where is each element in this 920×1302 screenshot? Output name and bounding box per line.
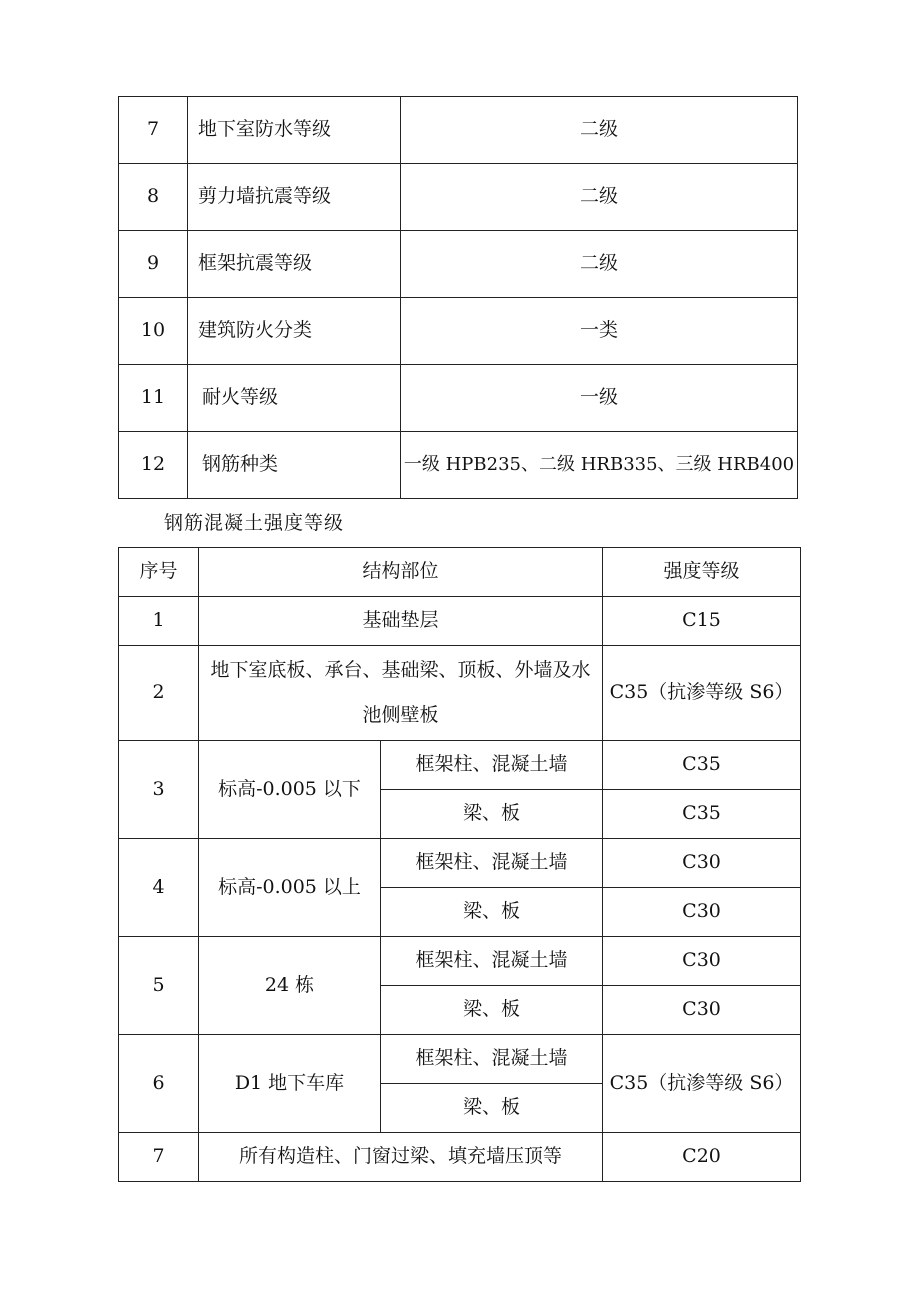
row-group: 24 栋	[199, 937, 381, 1035]
row-group: 标高-0.005 以下	[199, 741, 381, 839]
row-subpart: 梁、板	[381, 1084, 603, 1133]
row-subpart: 梁、板	[381, 986, 603, 1035]
row-grade: C35（抗渗等级 S6）	[603, 646, 801, 741]
row-item: 剪力墙抗震等级	[188, 164, 401, 231]
row-subpart: 框架柱、混凝土墙	[381, 839, 603, 888]
row-number: 1	[119, 597, 199, 646]
row-subpart: 梁、板	[381, 888, 603, 937]
row-part	[199, 646, 603, 741]
row-grade: C35	[603, 790, 801, 839]
row-number: 2	[119, 646, 199, 741]
row-number: 6	[119, 1035, 199, 1133]
header-number: 序号	[119, 548, 199, 597]
table-row	[119, 597, 801, 646]
table-row	[119, 1133, 801, 1182]
row-value: 一类	[401, 298, 798, 365]
row-item: 耐火等级	[188, 365, 401, 432]
row-subpart: 梁、板	[381, 790, 603, 839]
row-item: 地下室防水等级	[188, 97, 401, 164]
row-number: 12	[119, 432, 188, 499]
table-row	[119, 741, 801, 790]
row-number: 9	[119, 231, 188, 298]
row-value: 一级	[401, 365, 798, 432]
row-value: 二级	[401, 164, 798, 231]
row-number: 4	[119, 839, 199, 937]
row-number: 7	[119, 97, 188, 164]
row-grade: C20	[603, 1133, 801, 1182]
table-row	[119, 937, 801, 986]
row-item: 框架抗震等级	[188, 231, 401, 298]
row-grade: C30	[603, 839, 801, 888]
row-item: 建筑防火分类	[188, 298, 401, 365]
row-grade: C30	[603, 986, 801, 1035]
row-number: 7	[119, 1133, 199, 1182]
table-row	[119, 231, 798, 298]
table-row	[119, 164, 798, 231]
row-value: 二级	[401, 231, 798, 298]
table-row	[119, 1035, 801, 1084]
section-subtitle: 钢筋混凝土强度等级	[164, 512, 345, 534]
row-group: 标高-0.005 以上	[199, 839, 381, 937]
row-number: 5	[119, 937, 199, 1035]
row-part-text: 地下室底板、承台、基础梁、顶板、外墙及水池侧壁板	[210, 659, 591, 726]
concrete-strength-table	[118, 547, 801, 1182]
row-number: 8	[119, 164, 188, 231]
row-value: 二级	[401, 97, 798, 164]
table-row	[119, 365, 798, 432]
row-grade: C35	[603, 741, 801, 790]
header-grade: 强度等级	[603, 548, 801, 597]
table-row	[119, 298, 798, 365]
row-item: 钢筋种类	[188, 432, 401, 499]
row-subpart: 框架柱、混凝土墙	[381, 1035, 603, 1084]
table-row	[119, 432, 798, 499]
header-part: 结构部位	[199, 548, 603, 597]
row-grade: C30	[603, 937, 801, 986]
table-row	[119, 646, 801, 741]
table-row	[119, 97, 798, 164]
row-subpart: 框架柱、混凝土墙	[381, 937, 603, 986]
design-parameters-table	[118, 96, 798, 499]
table-header-row	[119, 548, 801, 597]
row-number: 10	[119, 298, 188, 365]
row-number: 3	[119, 741, 199, 839]
row-number: 11	[119, 365, 188, 432]
row-part: 所有构造柱、门窗过梁、填充墙压顶等	[199, 1133, 603, 1182]
row-group: D1 地下车库	[199, 1035, 381, 1133]
row-part: 基础垫层	[199, 597, 603, 646]
row-grade: C35（抗渗等级 S6）	[603, 1035, 801, 1133]
row-value: 一级 HPB235、二级 HRB335、三级 HRB400	[401, 432, 798, 499]
table-row	[119, 839, 801, 888]
row-subpart: 框架柱、混凝土墙	[381, 741, 603, 790]
row-grade: C30	[603, 888, 801, 937]
row-grade: C15	[603, 597, 801, 646]
